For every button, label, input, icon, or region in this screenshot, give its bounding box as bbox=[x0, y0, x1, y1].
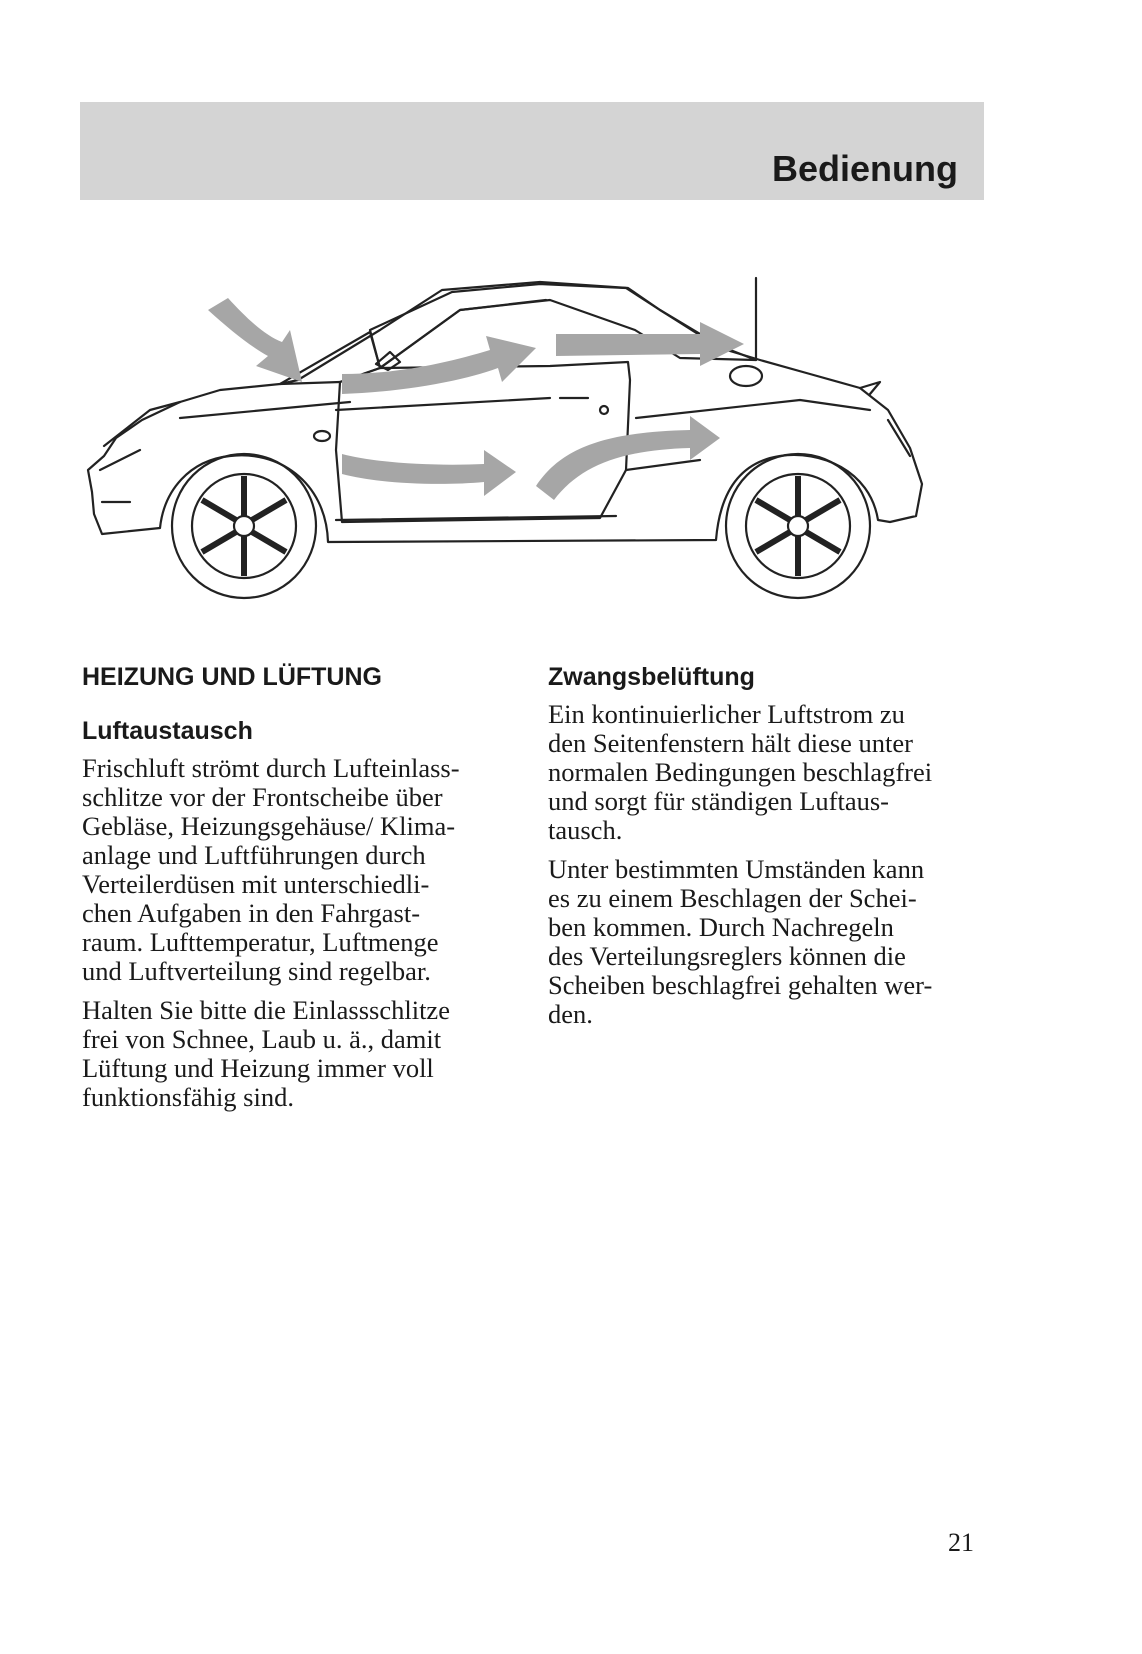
front-wheel bbox=[172, 454, 316, 598]
paragraph: Halten Sie bitte die Einlassschlitze frei von Schnee, Laub u. ä., damit Lüftung und Heizung immer voll funktionsfähig sind. bbox=[82, 995, 450, 1112]
paragraph: Ein kontinuierlicher Luftstrom zu den Seitenfenstern hält diese unter normalen Bedingungen beschlagfrei und sorgt für ständigen Luftaus- tausch. bbox=[548, 699, 933, 845]
car-airflow-illustration bbox=[80, 270, 984, 630]
airflow-arrow-intake bbox=[208, 298, 302, 382]
paragraph: Frischluft strömt durch Lufteinlass- schlitze vor der Frontscheibe über Gebläse, Heizungsgehäuse/ Klima- anlage und Luftführungen durch Verteilerdüsen mit unterschiedli- chen Aufgaben in den Fahrgast- raum. Lufttemperatur, Luftmenge und Luftverteilung sind regelbar. bbox=[82, 753, 460, 986]
page-title: Bedienung bbox=[772, 148, 958, 189]
left-column bbox=[82, 662, 522, 1122]
subheading-luftaustausch: Luftaustausch bbox=[82, 717, 253, 745]
page-number: 21 bbox=[948, 1528, 974, 1557]
rear-wheel bbox=[726, 454, 870, 598]
airflow-arrow-upper-cabin bbox=[342, 336, 536, 394]
subheading-zwangsbelueftung: Zwangsbelüftung bbox=[548, 663, 755, 691]
airflow-arrow-footwell bbox=[342, 450, 516, 496]
right-column bbox=[548, 662, 988, 1039]
section-title: HEIZUNG UND LÜFTUNG bbox=[82, 663, 382, 691]
header-band bbox=[80, 102, 984, 200]
paragraph: Unter bestimmten Umständen kann es zu einem Beschlagen der Schei- ben kommen. Durch Nachregeln des Verteilungsreglers können die Scheiben beschlagfrei gehalten wer- den. bbox=[548, 854, 933, 1029]
